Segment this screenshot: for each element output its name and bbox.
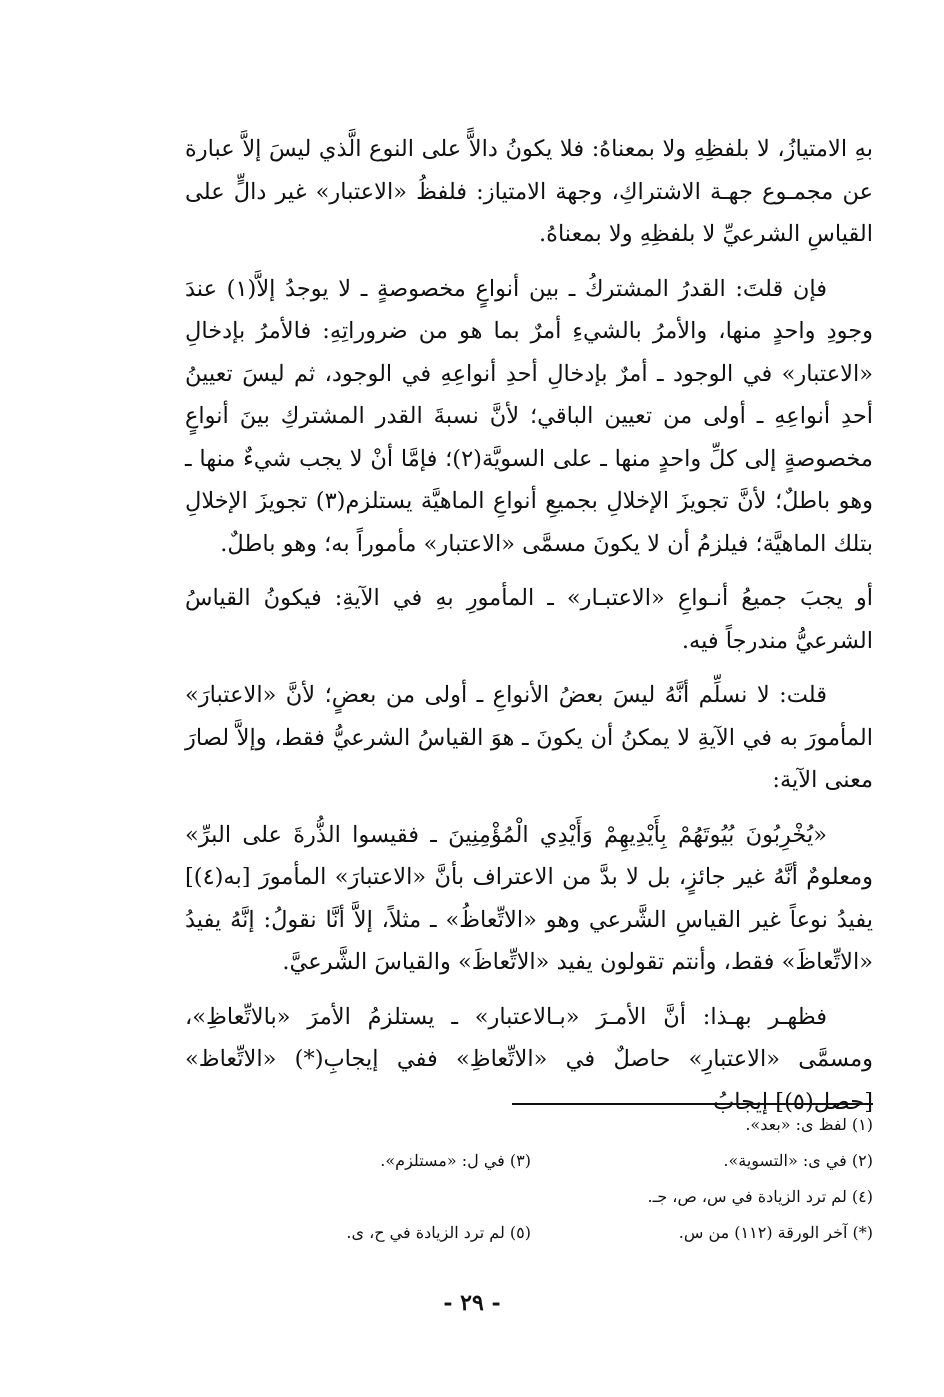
footnote-5: (٥) لم ترد الزيادة في ح، ى. [346, 1223, 531, 1242]
footnotes [185, 1110, 873, 1248]
footnote-star: (*) آخر الورقة (١١٢) من س. [678, 1223, 873, 1242]
paragraph-2: فإن قلتَ: القدرُ المشتركُ ـ بين أنواعٍ مخصوصةٍ ـ لا يوجدُ إلاَّ(١) عندَ وجودِ واحدٍ منها، والأمرُ بالشيءِ أمرٌ بما هو من ضروراتِهِ: فالأمرُ بإدخالِ «الاعتبار» في الوجود ـ أمرٌ بإدخالِ أحدِ أنواعِهِ في الوجود، ثم ليسَ تعيينُ أحدِ أنواعِهِ ـ أولى من تعيين الباقي؛ لأنَّ نسبةَ القدر المشتركِ بينَ أنواعٍ مخصوصةٍ إلى كلِّ واحدٍ منها ـ على السويَّة(٢)؛ فإمَّا أنْ لا يجب شيءٌ منها ـ وهو باطلٌ؛ لأنَّ تجويزَ الإخلالِ بجميعِ أنواعِ الماهيَّة يستلزم(٣) تجويزَ الإخلالِ بتلك الماهيَّة؛ فيلزمُ أن لا يكونَ مسمَّى «الاعتبار» مأموراً به؛ وهو باطلٌ. [185, 275, 873, 557]
footnote-row-1 [185, 1110, 873, 1140]
paragraph-4: قلت: لا نسلِّم أنَّهُ ليسَ بعضُ الأنواعِ ـ أولى من بعضٍ؛ لأنَّ «الاعتبارَ» المأمورَ به في الآيةِ لا يمكنُ أن يكونَ ـ هوَ القياسُ الشرعيُّ فقط، وإلاَّ لصارَ معنى الآية: [185, 682, 873, 793]
paragraph-5: «يُخْرِبُونَ بُيُوتَهُمْ بِأَيْدِيهِمْ وَأَيْدِي الْمُؤْمِنِينَ ـ فقيسوا الذُّرةَ على البرِّ» ومعلومٌ أنَّهُ غير جائزٍ، بل لا بدَّ من الاعتراف بأنَّ «الاعتبارَ» المأمورَ [به(٤)] يفيدُ نوعاً غير القياسِ الشَّرعي وهو «الاتِّعاظُ» ـ مثلاً، إلاَّ أنَّا نقولُ: إنَّهُ يفيدُ «الاتِّعاظَ» فقط، وأنتم تقولون يفيد «الاتِّعاظَ» والقياسَ الشَّرعيَّ. [185, 821, 873, 975]
footnote-row-3 [185, 1182, 873, 1212]
footnote-4: (٤) لم ترد الزيادة في س، ص، جـ. [647, 1187, 873, 1206]
footnote-2: (٢) في ى: «التسوية». [723, 1151, 873, 1170]
footnote-separator [512, 1103, 873, 1105]
footnote-3: (٣) في ل: «مستلزم». [380, 1151, 531, 1170]
paragraph-1: بهِ الامتيازُ، لا بلفظِهِ ولا بمعناهُ: فلا يكونُ دالاًّ على النوع الَّذي ليسَ إلاَّ عبارة عن مجمـوع جهـة الاشتراكِ، وجهة الامتياز: فلفظُ «الاعتبار» غير دالٍّ على القياسِ الشرعيِّ لا بلفظِهِ ولا بمعناهُ. [185, 136, 873, 247]
footnote-row-4 [185, 1218, 873, 1248]
paragraph-3: أو يجبَ جميعُ أنـواعِ «الاعتبـار» ـ المأمورِ بهِ في الآيةِ: فيكونُ القياسُ الشرعيُّ مندرجاً فيه. [185, 585, 873, 654]
main-text [185, 128, 873, 1135]
footnote-row-2 [185, 1146, 873, 1176]
page-number: - ٢٩ - [443, 1290, 501, 1316]
paragraph-6: فظهـر بهـذا: أنَّ الأمـرَ «بـالاعتبار» ـ يستلزمُ الأمرَ «بالاتِّعاظِ»، ومسمَّى «الاعتبارِ» حاصلٌ في «الاتِّعاظِ» ففي إيجابِ(*) «الاتِّعاظ» [حصل(٥)] إيجابُ [185, 1003, 873, 1115]
footnote-1: (١) لفظ ى: «بعد». [745, 1115, 873, 1134]
